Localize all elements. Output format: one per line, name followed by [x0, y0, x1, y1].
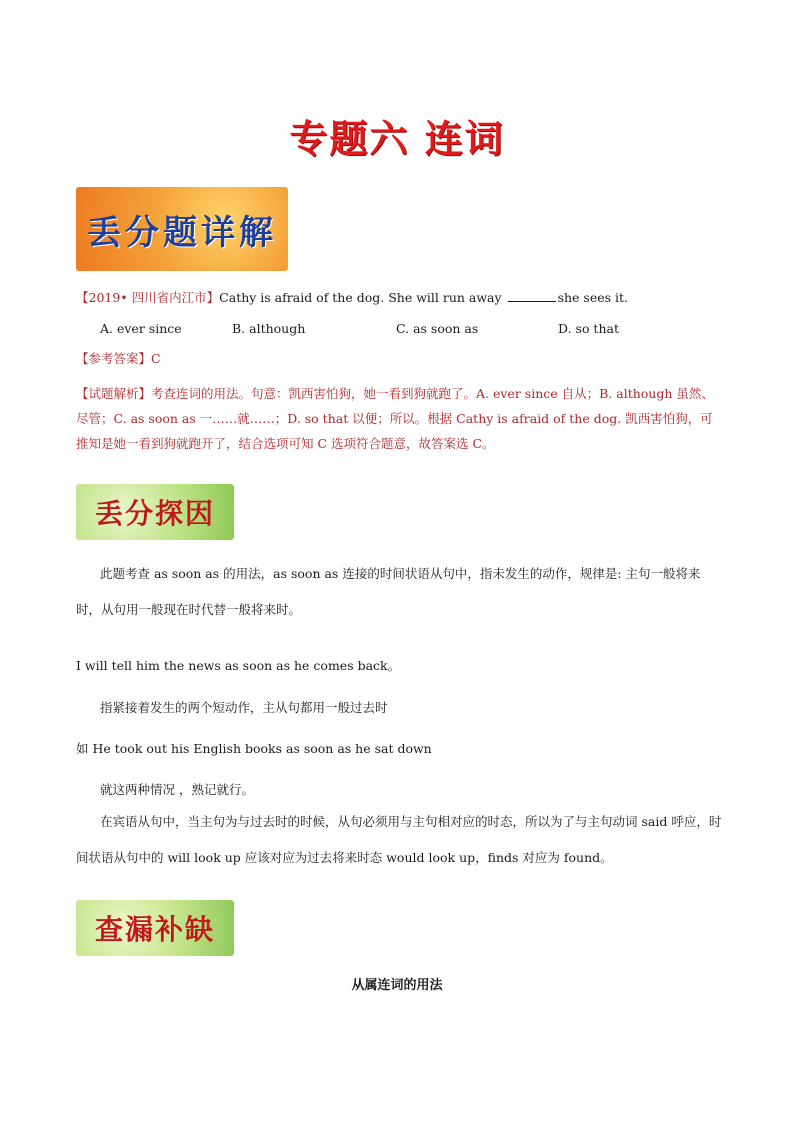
cause-paragraph-2: 指紧接着发生的两个短动作，主从句都用一般过去时: [100, 700, 388, 715]
option-d: D. so that: [558, 321, 619, 336]
question-stem-after: she sees it.: [557, 290, 628, 305]
question-stem-before: Cathy is afraid of the dog. She will run away: [219, 290, 502, 305]
question-source: 【2019• 四川省内江市】: [76, 290, 220, 305]
option-b: B. although: [232, 321, 306, 336]
question-line: [76, 289, 628, 307]
answer-analysis: 【试题解析】考查连词的用法。句意：凯西害怕狗，她一看到狗就跑了。A. ever since 自从；B. although 虽然、尽管；C. as soon as 一……就……；D. so that 以便；所以。根据 Cathy is afraid of the dog. 凯西害怕狗，可推知是她一看到狗就跑开了，结合选项可知 C 选项符合题意，故答案选 C。: [76, 386, 714, 451]
banner-error-detail: 丢分题详解: [76, 187, 288, 271]
option-a: A. ever since: [100, 321, 182, 336]
cause-paragraph-3: 就这两种情况 ，熟记就行。: [100, 782, 254, 797]
banner-error-cause: 丢分探因: [76, 484, 234, 540]
cause-paragraph-4: 在宾语从句中，当主句为与过去时的时候，从句必须用与主句相对应的时态，所以为了与主句动词 said 呼应，时间状语从句中的 will look up 应该对应为过去将来时态 would look up，finds 对应为 found。: [76, 814, 722, 865]
page-title: 专题六 连词: [289, 116, 505, 161]
example-sentence-1: I will tell him the news as soon as he comes back。: [76, 658, 401, 673]
reference-answer: 【参考答案】C: [76, 351, 161, 366]
answer-blank: [508, 290, 556, 302]
banner-fill-gaps: 查漏补缺: [76, 900, 234, 956]
example-sentence-2: 如 He took out his English books as soon as he sat down: [76, 741, 432, 756]
cause-paragraph-1: 此题考查 as soon as 的用法，as soon as 连接的时间状语从句中，指未发生的动作，规律是: 主句一般将来时，从句用一般现在时代替一般将来时。: [76, 566, 701, 617]
option-c: C. as soon as: [396, 321, 479, 336]
section-subtitle: 从属连词的用法: [351, 978, 443, 993]
